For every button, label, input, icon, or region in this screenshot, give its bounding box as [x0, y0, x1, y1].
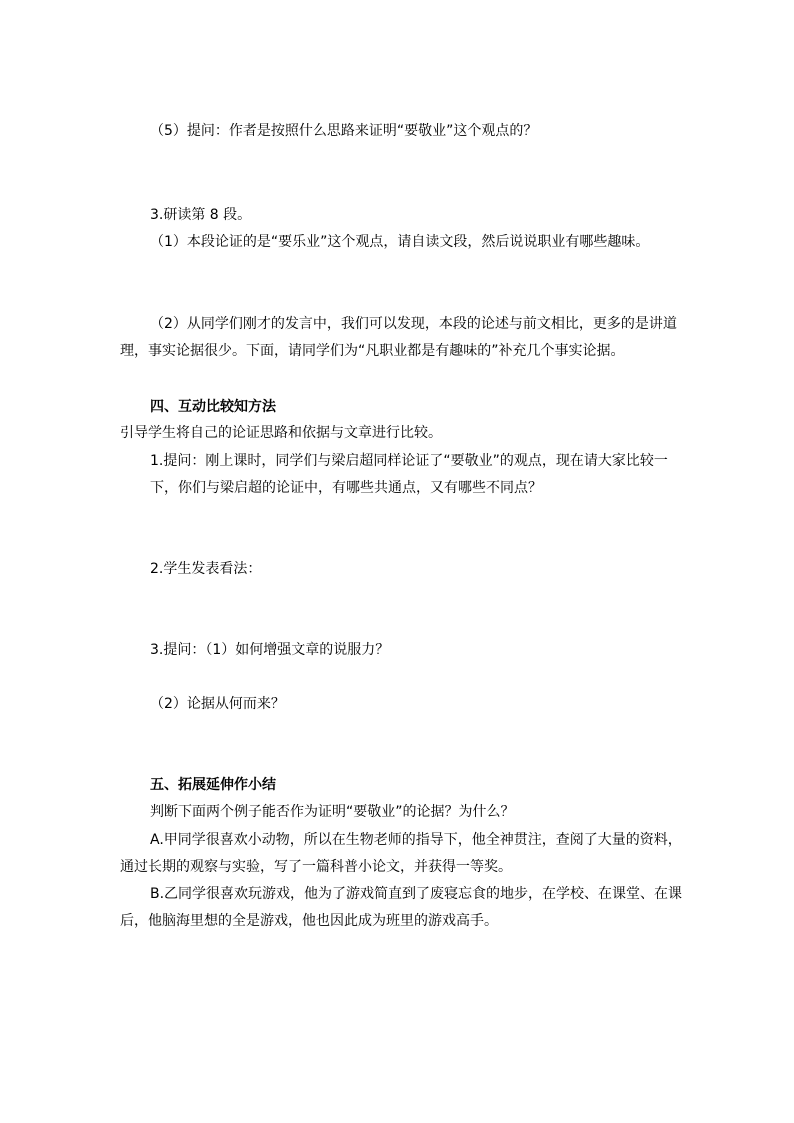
section-5-example-b-line-1: B.乙同学很喜欢玩游戏，他为了游戏简直到了废寝忘食的地步，在学校、在课堂、在课: [150, 886, 683, 902]
section-3-question-2-line-2: 理，事实论据很少。下面，请同学们为“凡职业都是有趣味的”补充几个事实论据。: [120, 343, 625, 359]
section-4-item-3-sub-2: （2）论据从何而来？: [150, 696, 285, 712]
section-3-question-1: （1）本段论证的是“要乐业”这个观点，请自读文段，然后说说职业有哪些趣味。: [150, 234, 650, 250]
section-3-question-2-line-1: （2）从同学们刚才的发言中，我们可以发现，本段的论述与前文相比，更多的是讲道: [150, 316, 677, 332]
question-5: （5）提问：作者是按照什么思路来证明“要敬业”这个观点的？: [150, 123, 538, 139]
section-5-example-a-line-2: 通过长期的观察与实验，写了一篇科普小论文，并获得一等奖。: [120, 859, 512, 875]
section-5-intro: 判断下面两个例子能否作为证明“要敬业”的论据？为什么？: [150, 804, 515, 820]
section-5-example-b-line-2: 后，他脑海里想的全是游戏，他也因此成为班里的游戏高手。: [120, 913, 498, 929]
section-5-heading: 五、拓展延伸作小结: [150, 777, 276, 793]
section-4-heading: 四、互动比较知方法: [150, 399, 276, 415]
section-4-item-1-line-1: 1.提问：刚上课时，同学们与梁启超同样论证了“要敬业”的观点，现在请大家比较一: [150, 453, 668, 469]
section-4-item-3: 3.提问：（1）如何增强文章的说服力？: [150, 642, 390, 658]
section-4-item-2: 2.学生发表看法：: [150, 561, 262, 577]
section-3-title: 3.研读第 8 段。: [150, 207, 252, 223]
section-4-item-1-line-2: 下，你们与梁启超的论证中，有哪些共通点，又有哪些不同点？: [150, 480, 542, 496]
section-4-intro: 引导学生将自己的论证思路和依据与文章进行比较。: [120, 425, 442, 441]
section-5-example-a-line-1: A.甲同学很喜欢小动物，所以在生物老师的指导下，他全神贯注，查阅了大量的资料，: [150, 832, 682, 848]
